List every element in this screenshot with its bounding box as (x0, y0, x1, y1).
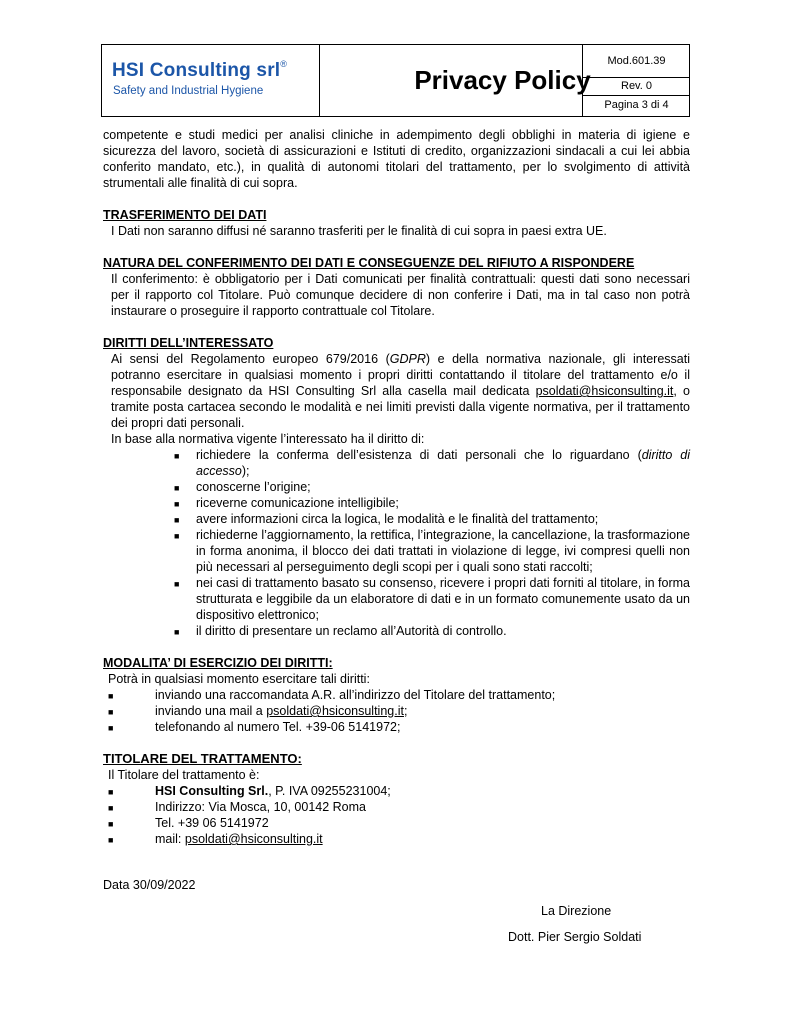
list-item: ■ richiedere la conferma dell’esistenza di dati personali che lo riguardano (diritto di accesso); (174, 448, 690, 478)
company-logo (102, 45, 320, 116)
list-item: ■ conoscerne l’origine; (174, 480, 311, 494)
document-title: Privacy Policy (414, 65, 591, 95)
document-meta (582, 45, 690, 116)
list-item: ■ mail: psoldati@hsiconsulting.it (108, 832, 323, 846)
logo-wordmark: HSI Consulting srl® (112, 59, 288, 81)
bullet-icon: ■ (108, 707, 114, 717)
email-link[interactable]: psoldati@hsiconsulting.it (266, 704, 404, 718)
bullet-icon: ■ (174, 451, 180, 461)
list-item: ■ HSI Consulting Srl., P. IVA 09255231004; (108, 784, 391, 798)
section-heading-transfer: TRASFERIMENTO DEI DATI (103, 208, 267, 222)
document-header (101, 44, 690, 117)
document-body (103, 127, 690, 847)
logo-tagline: Safety and Industrial Hygiene (113, 85, 264, 97)
list-item: ■ inviando una raccomandata A.R. all’indirizzo del Titolare del trattamento; (108, 688, 556, 702)
signature-role: La Direzione (541, 904, 612, 918)
bullet-icon: ■ (108, 723, 114, 733)
rights-list (103, 447, 690, 639)
bullet-icon: ■ (108, 787, 114, 797)
section-heading-controller: TITOLARE DEL TRATTAMENTO: (103, 751, 302, 766)
bullet-icon: ■ (174, 483, 180, 493)
list-item: ■ avere informazioni circa la logica, le modalità e le finalità del trattamento; (174, 512, 599, 526)
list-item: ■ richiederne l’aggiornamento, la rettifica, l’integrazione, la cancellazione, la trasformazione in forma anonima, il blocco dei dati trattati in violazione di legge, ivi compresi quelli non più necessari al perseguimento degli scopi per i quali sono stati raccolti; (174, 528, 691, 574)
bullet-icon: ■ (108, 835, 114, 845)
list-item: ■ telefonando al numero Tel. +39-06 5141972; (108, 720, 401, 734)
section-heading-exercise: MODALITA’ DI ESERCIZIO DEI DIRITTI: (103, 656, 333, 670)
signature-name: Dott. Pier Sergio Soldati (508, 930, 642, 944)
exercise-list (103, 687, 690, 735)
revision: Rev. 0 (583, 77, 690, 96)
controller-list (103, 783, 690, 847)
list-item: ■ Tel. +39 06 5141972 (108, 816, 269, 830)
bullet-icon: ■ (174, 499, 180, 509)
section-heading-nature: NATURA DEL CONFERIMENTO DEI DATI E CONSEGUENZE DEL RIFIUTO A RISPONDERE (103, 256, 635, 270)
rights-paragraph: Ai sensi del Regolamento europeo 679/2016 (GDPR) e della normativa nazionale, gli interessati potranno esercitare in qualsiasi momento i propri diritti contattando il titolare del trattamento e/o il responsabile designato da HSI Consulting Srl alla casella mail dedicata psoldati@hsiconsulting.it, o tramite posta cartacea secondo le modalità e nei limiti previsti dalla vigente normativa, per il trattamento dei propri dati personali. (111, 352, 690, 430)
email-link[interactable]: psoldati@hsiconsulting.it (535, 384, 674, 398)
email-link[interactable]: psoldati@hsiconsulting.it (184, 832, 323, 846)
bullet-icon: ■ (108, 691, 114, 701)
section-heading-rights: DIRITTI DELL’INTERESSATO (103, 336, 274, 350)
transfer-text: I Dati non saranno diffusi né saranno trasferiti per le finalità di cui sopra in paesi extra UE. (111, 224, 607, 238)
list-item: ■ inviando una mail a psoldati@hsiconsulting.it; (108, 704, 408, 718)
list-item: ■ nei casi di trattamento basato su consenso, ricevere i propri dati forniti al titolare, in forma strutturata e leggibile da un elaboratore di dati e in un formato comunemente usato da un dispositivo elettronico; (174, 576, 690, 622)
bullet-icon: ■ (174, 531, 180, 541)
exercise-intro: Potrà in qualsiasi momento esercitare tali diritti: (108, 672, 370, 686)
page-number: Pagina 3 di 4 (604, 99, 669, 111)
list-item: ■ riceverne comunicazione intelligibile; (174, 496, 399, 510)
bullet-icon: ■ (174, 515, 180, 525)
nature-text: Il conferimento: è obbligatorio per i Dati comunicati per finalità contrattuali: questi dati sono necessari per il rapporto col Titolare. Può comunque decidere di non conferire i Dati, ma in tal caso non potrà instaurare o proseguire il rapporto contrattuale col Titolare. (111, 272, 690, 318)
bullet-icon: ■ (108, 803, 114, 813)
document-date: Data 30/09/2022 (103, 878, 196, 892)
bullet-icon: ■ (174, 627, 180, 637)
rights-intro: In base alla normativa vigente l’interessato ha il diritto di: (111, 432, 425, 446)
bullet-icon: ■ (108, 819, 114, 829)
module-code: Mod.601.39 (583, 45, 690, 78)
bullet-icon: ■ (174, 579, 180, 589)
controller-intro: Il Titolare del trattamento è: (108, 768, 260, 782)
intro-paragraph: competente e studi medici per analisi cliniche in adempimento degli obblighi in materia di igiene e sicurezza del lavoro, società di assicurazioni e Istituti di credito, organizzazioni sindacali a cui lei abbia conferito mandato, etc.), in qualità di autonomi titolari del trattamento, per lo svolgimento di attività strumentali alle finalità di cui sopra. (103, 128, 690, 190)
list-item: ■ Indirizzo: Via Mosca, 10, 00142 Roma (108, 800, 366, 814)
list-item: ■ il diritto di presentare un reclamo all’Autorità di controllo. (174, 624, 507, 638)
